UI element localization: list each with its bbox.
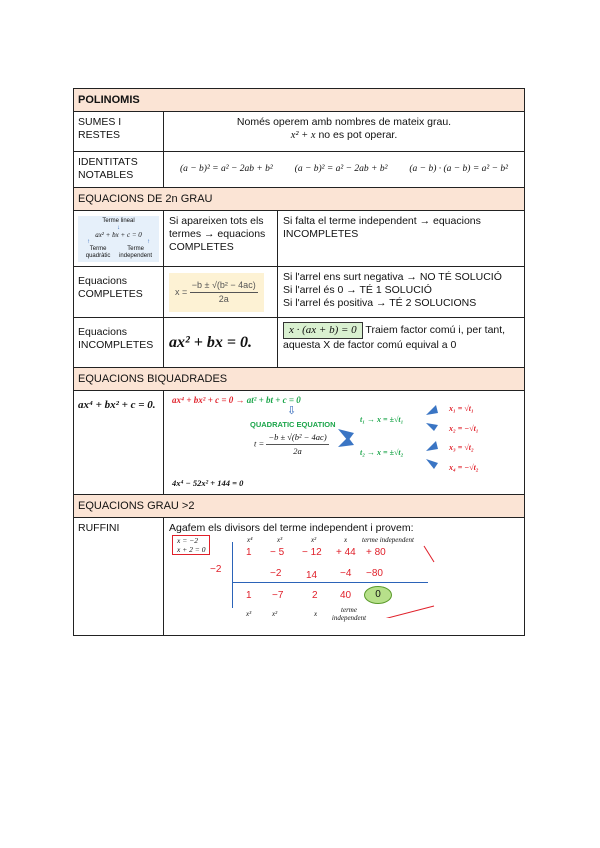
identitats-formulas [164, 152, 524, 187]
diagram-bottom [81, 246, 156, 260]
r3-c5: 0 [375, 589, 381, 600]
formula-lhs: x = [175, 286, 188, 297]
t-formula [254, 431, 329, 458]
foot-terme: terme independent [331, 606, 367, 622]
arrow-icon [380, 606, 434, 618]
eq2-diagram-cell [74, 211, 164, 266]
biq-example: 4x⁴ − 52x² + 144 = 0 [172, 478, 244, 488]
sumes-row [74, 112, 524, 152]
head-x3: x³ [277, 536, 283, 544]
formula-num: −b ± √(b² − 4ac) [190, 279, 258, 293]
formula-den: 2a [218, 293, 229, 304]
divisor-box [172, 535, 210, 555]
ruffini-label: RUFFINI [74, 518, 164, 635]
completes-label: Equacions COMPLETES [74, 267, 164, 317]
head-x: x [344, 536, 348, 544]
r3-c3: 2 [312, 590, 318, 601]
annotation-arrows [364, 538, 444, 618]
arrow-icon [426, 441, 438, 451]
head-x4: x⁴ [247, 536, 253, 544]
factor-box: x · (ax + b) = 0 [283, 322, 363, 339]
ruffini-vline [232, 542, 233, 608]
diagram-top: Terme lineal [102, 217, 135, 224]
table-title: POLINOMIS [74, 89, 524, 111]
biq-header: EQUACIONS BIQUADRADES [74, 368, 524, 390]
biq-content [164, 391, 524, 494]
biq-chain-b: at² + bt + c = 0 [246, 395, 301, 405]
branch-arrows [334, 401, 454, 481]
foot-x2: x² [272, 610, 278, 618]
r3-c2: −7 [272, 590, 284, 601]
foot-x3: x³ [246, 610, 252, 618]
rule-negative: Si l'arrel ens surt negativa → NO TÉ SOLUCIÓ [283, 271, 502, 283]
biq-chain [172, 394, 301, 407]
r1-c1: 1 [246, 547, 252, 558]
incompletes-eq-cell [164, 318, 278, 367]
root-x1: x₁ = √t₁ [449, 404, 474, 413]
biq-eq: ax⁴ + bx² + c = 0. [78, 399, 156, 411]
t2-line: t₂ → x = ±√t₂ [360, 448, 404, 457]
completes-row [74, 267, 524, 318]
ruffini-content [164, 518, 524, 635]
diagram-left: Terme quadràtic [85, 245, 111, 259]
summary-table [73, 88, 525, 636]
incompletes-eq: ax² + bx = 0. [169, 334, 253, 351]
r1-c3: − 12 [302, 547, 322, 558]
identity-1: (a − b)² = a² − 2ab + b² [179, 164, 273, 174]
r1-c5: + 80 [366, 547, 386, 558]
arrow-icon [426, 459, 438, 469]
grau-header: EQUACIONS GRAU >2 [74, 495, 524, 517]
biq-chain-a: ax⁴ + bx² + c = 0 → [172, 395, 245, 405]
formula-frac [190, 279, 258, 306]
identitats-label: IDENTITATS NOTABLES [74, 152, 164, 187]
incompletes-explain [278, 318, 524, 367]
t-num: −b ± √(b² − 4ac) [266, 431, 328, 445]
t-den: 2a [293, 446, 302, 456]
sumes-content [164, 112, 524, 151]
biq-header-row [74, 368, 524, 391]
biq-row [74, 391, 524, 495]
r2-c1: −2 [270, 568, 282, 579]
arrow-icon [424, 546, 434, 562]
formula-cell [164, 267, 278, 317]
root-x4: x₄ = −√t₂ [449, 463, 479, 472]
sumes-line2-text: no es pot operar. [315, 129, 398, 141]
title-row [74, 89, 524, 112]
rule-positive: Si l'arrel és positiva → TÉ 2 SOLUCIONS [283, 297, 477, 309]
r1-c2: − 5 [270, 547, 285, 558]
ruffini-row [74, 518, 524, 635]
factor-text: Traiem factor comú i, per tant, aquesta X de factor comú equival a 0 [283, 324, 506, 351]
completes-rules [278, 267, 524, 317]
r3-c4: 40 [340, 590, 352, 601]
diagram-arrows [81, 239, 156, 246]
completes-desc: Si apareixen tots els termes → equacions COMPLETES [164, 211, 278, 266]
quadratic-formula [169, 273, 264, 312]
divisor-box-2: x + 2 = 0 [177, 545, 206, 554]
r2-c2: 14 [306, 570, 318, 581]
arrow-icon [426, 423, 438, 431]
biq-eq-cell [74, 391, 164, 494]
t-frac [266, 431, 328, 458]
divisor-box-1: x = −2 [177, 536, 198, 545]
t1-line: t₁ → x = ±√t₁ [360, 415, 404, 424]
sumes-line1: Només operem amb nombres de mateix grau. [236, 116, 452, 128]
r1-c4: + 44 [336, 547, 356, 558]
root-x3: x₃ = √t₂ [449, 443, 474, 452]
quadratic-label: QUADRATIC EQUATION [250, 420, 336, 429]
arrow-down-icon: ↓ [117, 224, 120, 231]
eq2-diagram [78, 216, 159, 262]
diagram-eq: ax² + bx + c = 0 [95, 230, 142, 239]
ruffini-intro: Agafem els divisors del terme independent i provem: [169, 522, 414, 534]
root-x2: x₂ = −√t₁ [449, 424, 479, 433]
incompletes-label: Equacions INCOMPLETES [74, 318, 164, 367]
arrow-up-icon: ↑ [87, 238, 90, 245]
arrow-up-icon: ↑ [147, 238, 150, 245]
rule-zero: Si l'arrel és 0 → TÉ 1 SOLUCIÓ [283, 284, 432, 296]
sumes-math: x² + x [290, 130, 316, 141]
diagram-right: Terme independent [119, 245, 153, 259]
sumes-line2 [169, 129, 519, 142]
identity-2: (a − b)² = a² − 2ab + b² [294, 164, 388, 174]
r2-c4: −80 [366, 568, 383, 579]
arrow-icon [426, 405, 438, 415]
identitats-row [74, 152, 524, 188]
grau-header-row [74, 495, 524, 518]
r2-c3: −4 [340, 568, 352, 579]
eq2-header: EQUACIONS DE 2n GRAU [74, 188, 524, 210]
incompletes-desc: Si falta el terme independent → equacions INCOMPLETES [283, 215, 481, 240]
eq2-header-row [74, 188, 524, 211]
arrow-down-icon: ⇩ [287, 405, 297, 417]
identity-3: (a − b) · (a − b) = a² − b² [409, 164, 508, 174]
incompletes-row [74, 318, 524, 368]
ruffini-divisor: −2 [210, 564, 222, 575]
eq2-types-row [74, 211, 524, 267]
head-terme: terme independent [362, 536, 414, 544]
foot-x: x [314, 610, 318, 618]
head-x2: x² [311, 536, 317, 544]
t-lhs: t = [254, 438, 265, 449]
r3-c1: 1 [246, 590, 252, 601]
sumes-label: SUMES I RESTES [74, 112, 164, 151]
